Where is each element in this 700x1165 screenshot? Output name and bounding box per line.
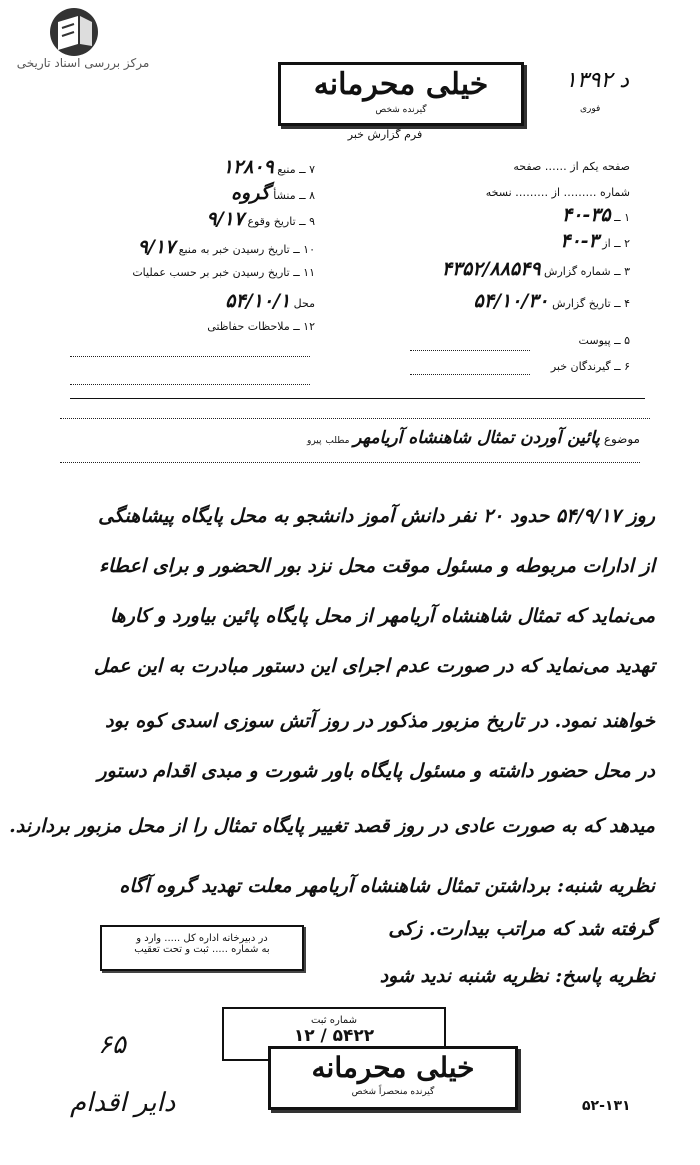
form-label: ۳ ــ شماره گزارش (544, 265, 630, 278)
body-line: گرفته شد که مراتب بیدارت. زکی (388, 918, 655, 940)
form-dotted-line (60, 418, 650, 419)
form-label: ۵ ــ پیوست (578, 334, 630, 347)
classification-stamp-bottom (268, 1046, 518, 1110)
form-field (513, 160, 630, 173)
form-value: ۹/۱۷ (137, 236, 176, 258)
form-field (560, 230, 630, 252)
classification-text: خیلی محرمانه (311, 1051, 475, 1084)
form-field (579, 334, 630, 347)
stamp-line: به شماره ..... ثبت و تحت تعقیب (134, 944, 270, 955)
subject-label: موضوع (603, 432, 640, 446)
page-number: ۵۲-۱۳۱ (582, 1098, 631, 1114)
form-label: ۲ ــ از (602, 237, 630, 250)
form-field (442, 258, 630, 280)
classification-subtext: گیرنده شخص (375, 105, 427, 115)
body-line: تهدید می‌نماید که در صورت عدم اجرای این دستور مبادرت به این عمل (93, 655, 655, 677)
form-label: ۱۲ ــ ملاحظات حفاظتی (207, 320, 315, 333)
form-field (138, 236, 315, 258)
form-value: ۵۴/۱۰/۱ (225, 290, 291, 312)
body-line: میدهد که به صورت عادی در روز قصد تغییر پایگاه تمثال را از محل مزبور بردارند. (9, 815, 655, 837)
form-label: ۱۰ ــ تاریخ رسیدن خبر به منبع (178, 243, 315, 256)
margin-number: ۶۵ (98, 1030, 126, 1060)
form-field (223, 156, 315, 178)
stamp-line: در دبیرخانه اداره کل ..... وارد و (136, 933, 268, 944)
form-dotted-line (410, 374, 530, 375)
watermark-text: مرکز بررسی اسناد تاریخی (16, 56, 150, 70)
form-label: ۶ ــ گیرندگان خبر (550, 360, 630, 373)
section-divider (70, 398, 645, 399)
form-label: ۷ ــ منبع (277, 163, 315, 176)
form-value: گروه (231, 182, 270, 204)
form-label: ۴ ــ تاریخ گزارش (552, 297, 630, 310)
form-value: ۴۳۵۲/۸۸۵۴۹ (441, 258, 541, 280)
corner-handwritten-note: د ۱۳۹۲ (565, 68, 630, 93)
registration-stamp (100, 925, 304, 971)
body-line: در محل حضور داشته و مسئول پایگاه باور شورت و مبدی اقدام دستور (97, 760, 655, 782)
urgency-label: فوری (580, 104, 601, 114)
subject-margin-note: مطلب (325, 436, 350, 446)
form-field (206, 208, 315, 230)
form-dotted-line (410, 350, 530, 351)
form-value: ۹/۱۷ (206, 208, 244, 230)
form-value: ۳۵-۴۰ (561, 204, 611, 226)
form-label: صفحه یکم از …… صفحه (513, 160, 630, 173)
form-field (474, 290, 630, 312)
form-label: ۸ ــ منشأ (273, 189, 315, 202)
body-line: نظریه شنبه: برداشتن تمثال شاهنشاه آریامهر معلت تهدید گروه آگاه (119, 875, 655, 897)
body-line: نظریه پاسخ: نظریه شنبه ندید شود (379, 965, 655, 987)
form-dotted-line (70, 356, 310, 357)
classification-subtext: گیرنده منحصراً شخص (351, 1087, 435, 1097)
form-value: ۵۴/۱۰/۳۰ (473, 290, 549, 312)
form-title: فرم گزارش خبر (347, 128, 423, 141)
form-field (207, 320, 315, 333)
body-line: از ادارات مربوطه و مسئول موقت محل نزد بور الحضور و برای اعطاء (99, 555, 655, 577)
subject-line (50, 428, 640, 448)
form-dotted-line (60, 462, 640, 463)
signature: دایر اقدام (70, 1088, 176, 1118)
form-label: ۱۱ ــ تاریخ رسیدن خبر بر حسب عملیات (132, 266, 315, 279)
classification-stamp-top (278, 62, 524, 126)
form-dotted-line (70, 384, 310, 385)
form-label: ۱ ــ (614, 211, 630, 224)
form-field (132, 266, 315, 279)
form-label: محل (293, 297, 315, 310)
form-field (562, 204, 630, 226)
form-field (551, 360, 630, 373)
body-line: می‌نماید که تمثال شاهنشاه آریامهر از محل پایگاه پائین بیاورد و کارها (109, 605, 655, 627)
form-label: شماره ……… از ……… نسخه (485, 186, 630, 199)
archive-logo-icon (44, 6, 102, 58)
stamp-number: ۵۴۲۲ / ۱۲ (293, 1026, 375, 1046)
form-field (231, 182, 315, 204)
subject-text: پائین آوردن تمثال شاهنشاه آریامهر (353, 428, 600, 448)
stamp-line: شماره ثبت (310, 1015, 358, 1026)
subject-margin-note: پیرو (307, 436, 322, 446)
classification-text: خیلی محرمانه (313, 67, 489, 102)
body-line: خواهند نمود. در تاریخ مزبور مذکور در روز آتش سوزی اسدی کوه بود (105, 710, 655, 732)
form-field (486, 186, 630, 199)
form-label: ۹ ــ تاریخ وقوع (247, 215, 315, 228)
form-field (225, 290, 315, 312)
form-value: ۱۲۸۰۹ (222, 156, 274, 178)
body-line: روز ۵۴/۹/۱۷ حدود ۲۰ نفر دانش آموز دانشجو به محل پایگاه پیشاهنگی (98, 505, 655, 527)
form-value: ۳-۴۰ (560, 230, 599, 252)
